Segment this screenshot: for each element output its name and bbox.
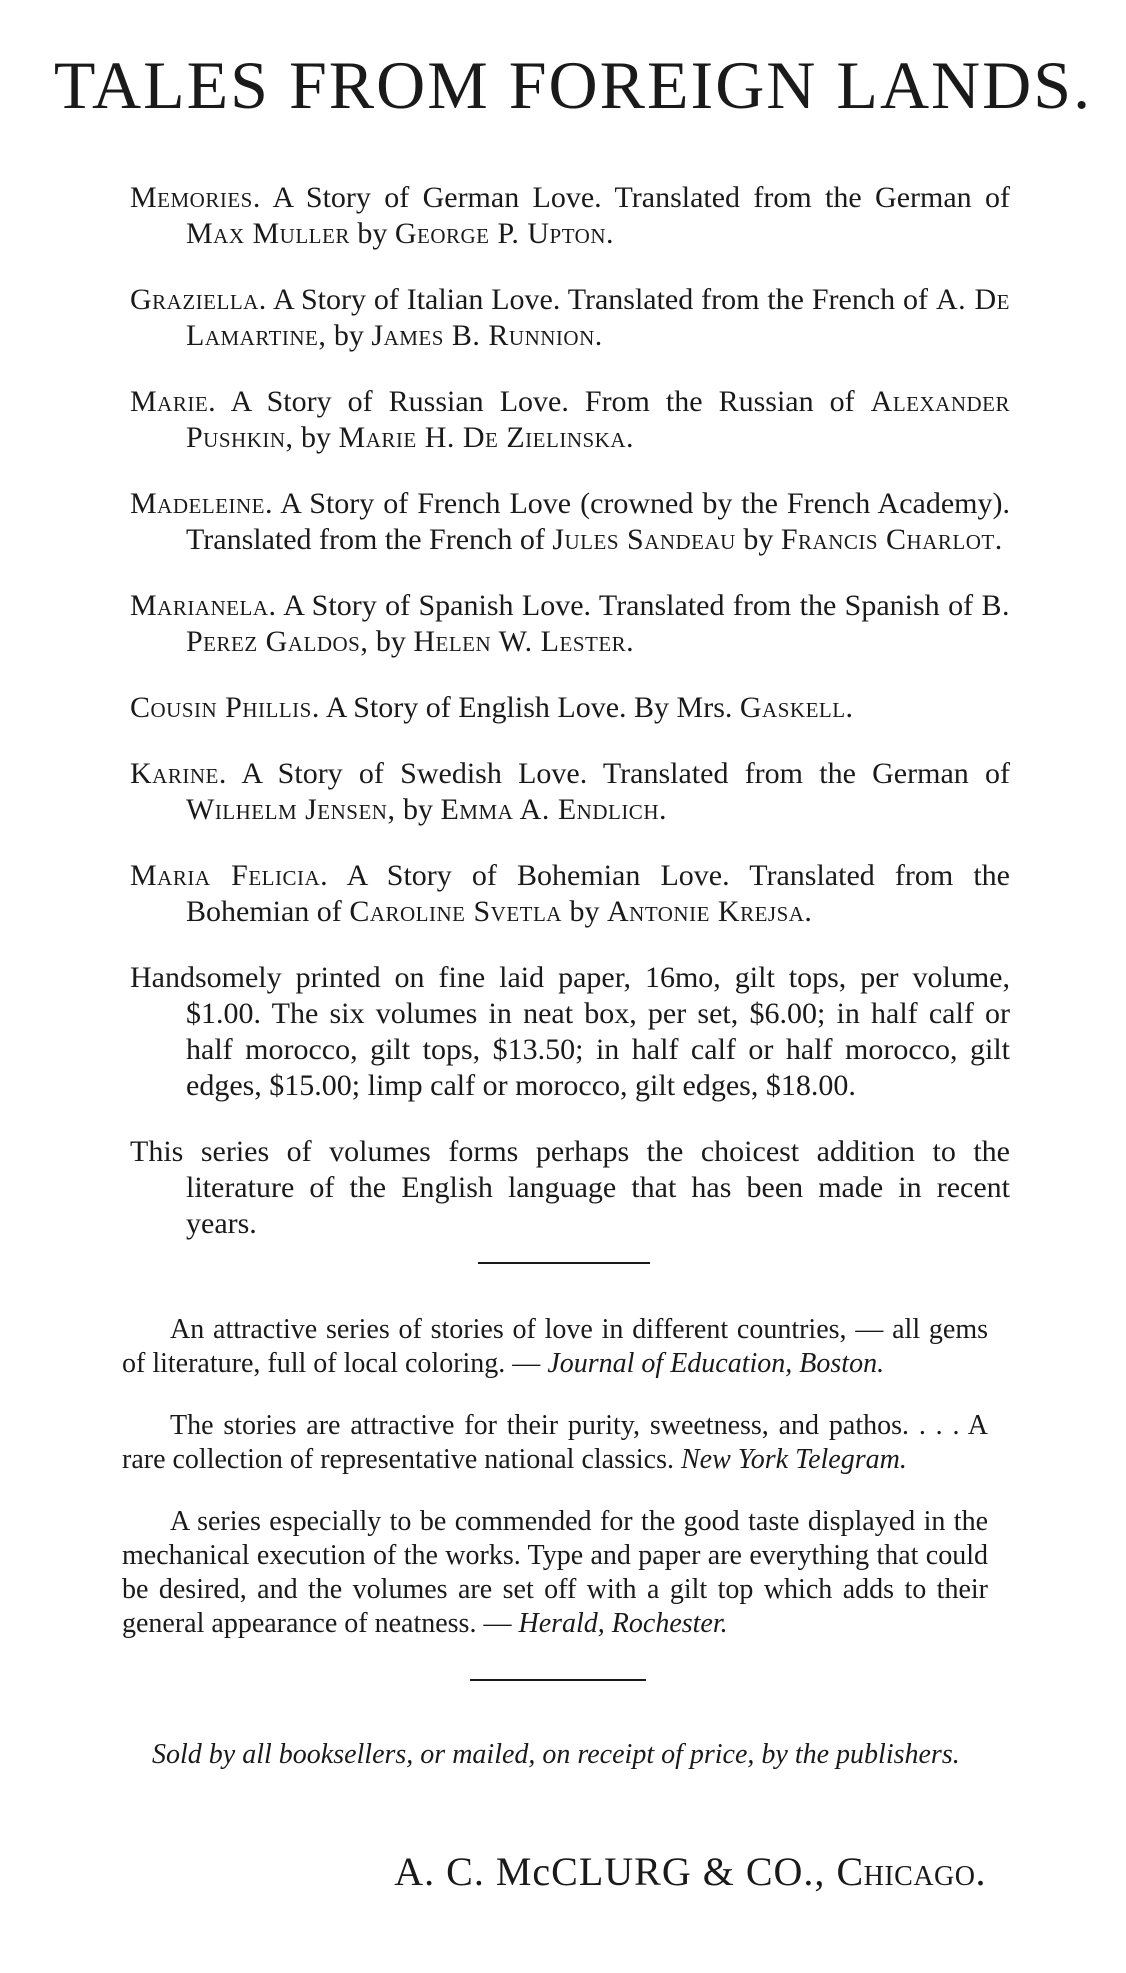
press-quote: [122, 1409, 988, 1477]
book-entry-marie: [130, 384, 1010, 456]
book-entry-marianela: [130, 588, 1010, 660]
divider-rule: [478, 1262, 650, 1264]
book-entry-cousin-phillis: [130, 690, 1010, 726]
publisher-imprint: [0, 1848, 986, 1895]
book-entry-karine: [130, 756, 1010, 828]
by-word: by: [375, 625, 406, 658]
translator-name: Helen W. Lester.: [413, 625, 635, 658]
quote-text: The stories are attractive for their purity, sweetness, and pathos. . . . A rare collection of representative national classics.: [122, 1410, 988, 1475]
book-title: Memories.: [130, 181, 261, 214]
quote-source: Herald, Rochester.: [518, 1608, 728, 1639]
author-name: Jules Sandeau: [552, 523, 736, 556]
by-word: by: [333, 319, 364, 352]
author-name: Max Muller: [186, 217, 350, 250]
book-description: A Story of Russian Love. From the Russian of: [230, 385, 855, 418]
by-word: by: [569, 895, 600, 928]
page-title: TALES FROM FOREIGN LANDS.: [53, 47, 1093, 123]
by-word: by: [402, 793, 433, 826]
translator-name: George P. Upton.: [394, 217, 614, 250]
book-description: A Story of Swedish Love. Translated from the German of: [241, 757, 1010, 790]
sold-note: Sold by all booksellers, or mailed, on receipt of price, by the publishers.: [152, 1739, 960, 1770]
author-name: Alexander Pushkin,: [186, 385, 1010, 454]
divider-rule: [470, 1679, 646, 1681]
translator-name: Emma A. Endlich.: [440, 793, 667, 826]
author-name: Caroline Svetla: [349, 895, 562, 928]
book-entry-memories: [130, 180, 1010, 252]
series-note: This series of volumes forms perhaps the choicest addition to the literature of the English language that has been made in recent years.: [130, 1135, 1010, 1240]
book-title: Graziella.: [130, 283, 267, 316]
book-description: A Story of Spanish Love. Translated from the Spanish of: [283, 589, 974, 622]
book-title: Marianela.: [130, 589, 277, 622]
press-notices: [122, 1285, 988, 1659]
author-name: Wilhelm Jensen,: [186, 793, 396, 826]
book-title: Marie.: [130, 385, 217, 418]
publisher-city: Chicago.: [836, 1849, 986, 1894]
press-quote: [122, 1505, 988, 1641]
pricing-paragraph: Handsomely printed on fine laid paper, 16mo, gilt tops, per volume, $1.00. The six volumes in neat box, per set, $6.00; in half calf or half morocco, gilt tops, $13.50; in half calf or half morocco, gilt edges, $15.00; limp calf or morocco, gilt edges, $18.00.: [130, 961, 1010, 1102]
author-name: A. De Lamartine,: [186, 283, 1010, 352]
by-word: by: [301, 421, 332, 454]
publisher-name: A. C. McCLURG & CO.,: [394, 1849, 826, 1894]
book-entry-madeleine: [130, 486, 1010, 558]
quote-source: Journal of Education, Boston.: [547, 1348, 885, 1379]
press-quote: [122, 1313, 988, 1381]
book-entry-maria-felicia: [130, 858, 1010, 930]
quote-source: New York Telegram.: [680, 1444, 907, 1475]
book-list: [130, 150, 1010, 1258]
by-word: by: [743, 523, 774, 556]
book-title: Karine.: [130, 757, 227, 790]
book-title: Maria Felicia.: [130, 859, 329, 892]
book-description: A Story of Italian Love. Translated from the French of: [273, 283, 929, 316]
author-name: B. Perez Galdos,: [186, 589, 1011, 658]
by-word: by: [357, 217, 388, 250]
translator-name: Marie H. De Zielinska.: [338, 421, 634, 454]
book-title: Cousin Phillis.: [130, 691, 320, 724]
book-description: A Story of German Love. Translated from the German of: [272, 181, 1010, 214]
quote-text: An attractive series of stories of love in different countries, — all gems of literature, full of local coloring. —: [122, 1314, 988, 1379]
translator-name: Francis Charlot.: [780, 523, 1003, 556]
book-title: Madeleine.: [130, 487, 273, 520]
book-entry-graziella: [130, 282, 1010, 354]
quote-text: A series especially to be commended for the good taste displayed in the mechanical execution of the works. Type and paper are everything that could be desired, and the volumes are set off with a gilt top which adds to their general appearance of neatness. —: [122, 1506, 988, 1639]
book-description: A Story of English Love. By Mrs.: [325, 691, 733, 724]
author-name: Gaskell.: [739, 691, 854, 724]
translator-name: James B. Runnion.: [371, 319, 603, 352]
book-description: A Story of French Love (crowned by the French Academy). Translated from the French of: [186, 487, 1010, 556]
book-description: A Story of Bohemian Love. Translated from the Bohemian of: [186, 859, 1010, 928]
translator-name: Antonie Krejsa.: [606, 895, 813, 928]
